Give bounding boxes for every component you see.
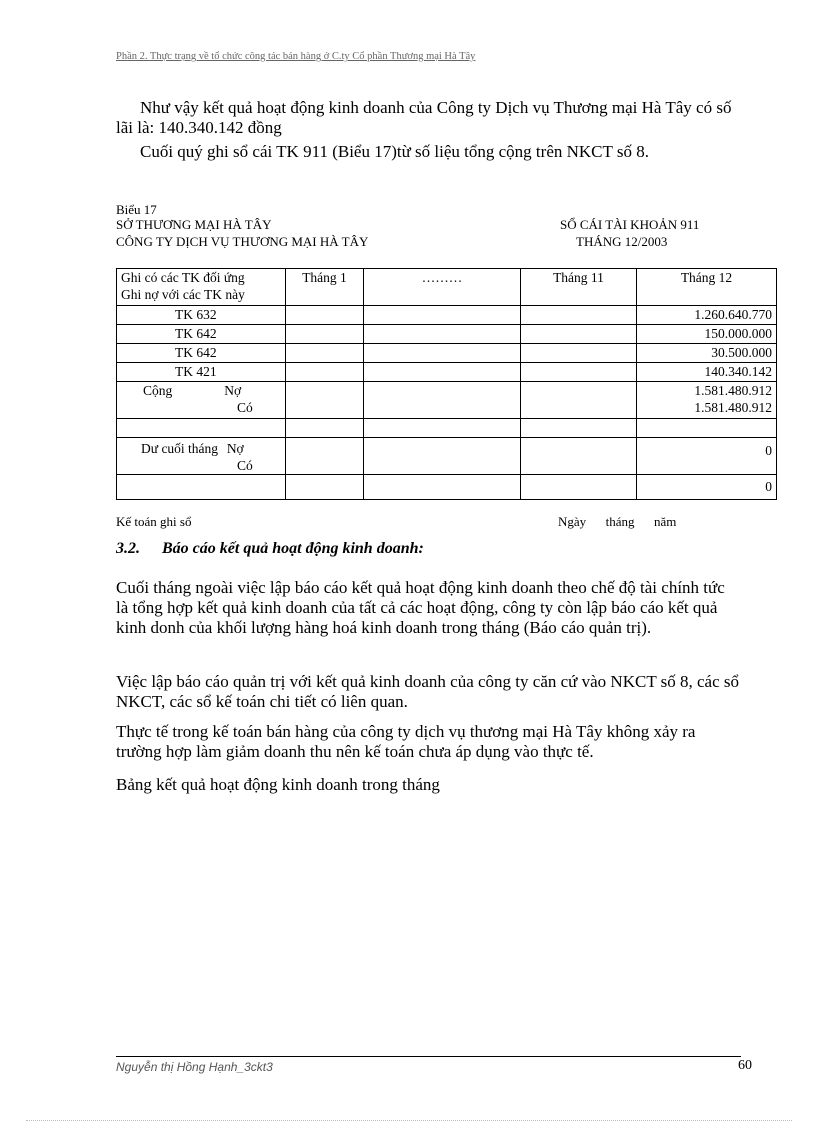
balance-label-cell [117, 438, 286, 475]
table-row [117, 344, 777, 363]
signature-accountant: Kế toán ghi sổ [116, 514, 192, 529]
header-month-11: Tháng 11 [521, 269, 637, 306]
org-name-2: CÔNG TY DỊCH VỤ THƯƠNG MẠI HÀ TÂY [116, 234, 369, 249]
running-header: Phần 2. Thực trạng về tổ chức công tác bán hàng ở C.ty Cổ phần Thương mại Hà Tây [116, 51, 476, 62]
body-paragraph-4: Bảng kết quả hoạt động kinh doanh trong tháng [116, 775, 440, 794]
body-paragraph-3: Thực tế trong kế toán bán hàng của công ty dịch vụ thương mại Hà Tây không xảy ra trường hợp làm giảm doanh thu nên kế toán chưa áp dụng vào thực tế. [116, 722, 696, 761]
header-month-1: Tháng 1 [286, 269, 364, 306]
header-account-cell [117, 269, 286, 306]
account-cell: TK 642 [117, 344, 286, 363]
signature-date: Ngày tháng năm [558, 514, 677, 529]
section-number: 3.2. [116, 540, 140, 557]
balance-co-row [117, 475, 777, 500]
body-paragraph-2: Việc lập báo cáo quản trị với kết quả kinh doanh của công ty căn cứ vào NKCT số 8, các sổ NKCT, các sổ kế toán chi tiết có liên quan. [116, 672, 740, 711]
header-col1-line2: Ghi nợ với các TK này [121, 287, 245, 302]
footer-author: Nguyễn thị Hồng Hạnh_3ckt3 [116, 1060, 273, 1074]
body-paragraph-1: Cuối tháng ngoài việc lập báo cáo kết quả hoạt động kinh doanh theo chế độ tài chính tức là tổng hợp kết quả kinh doanh của tất cả các hoạt động, công ty còn lập báo cáo kết quả kinh donh của khối lượng hàng hoá kinh doanh trong tháng (Báo cáo quản trị). [116, 578, 725, 637]
balance-label: Dư cuối tháng [141, 441, 219, 456]
ledger-table [116, 268, 777, 500]
total-no-value: 1.581.480.912 [694, 383, 772, 398]
form-label: Biểu 17 [116, 202, 157, 217]
total-co-label: Có [237, 400, 253, 415]
section-heading [116, 540, 424, 558]
ledger-title: SỔ CÁI TÀI KHOẢN 911 [560, 217, 700, 232]
balance-co-label: Có [237, 458, 253, 473]
balance-row [117, 438, 777, 475]
ledger-period: THÁNG 12/2003 [576, 234, 668, 249]
total-label: Cộng [143, 383, 173, 398]
total-co-value: 1.581.480.912 [694, 400, 772, 415]
balance-co-value: 0 [637, 475, 777, 500]
table-row [117, 325, 777, 344]
footer-divider [116, 1056, 741, 1057]
table-row [117, 306, 777, 325]
account-cell: TK 421 [117, 363, 286, 382]
table-row [117, 363, 777, 382]
value-cell: 30.500.000 [637, 344, 777, 363]
org-name-1: SỞ THƯƠNG MẠI HÀ TÂY [116, 217, 272, 232]
balance-no-label: Nợ [226, 441, 244, 456]
total-row [117, 382, 777, 419]
value-cell: 150.000.000 [637, 325, 777, 344]
page-number: 60 [738, 1058, 752, 1073]
intro-paragraph-2: Cuối quý ghi sổ cái TK 911 (Biểu 17)từ số liệu tổng cộng trên NKCT số 8. [140, 142, 649, 161]
table-header-row [117, 269, 777, 306]
section-title: Báo cáo kết quả hoạt động kinh doanh: [162, 540, 424, 557]
account-cell: TK 642 [117, 325, 286, 344]
balance-no-value: 0 [637, 438, 777, 475]
total-label-cell [117, 382, 286, 419]
value-cell: 140.340.142 [637, 363, 777, 382]
account-cell: TK 632 [117, 306, 286, 325]
page-edge [26, 1120, 792, 1121]
header-month-12: Tháng 12 [637, 269, 777, 306]
header-col1-line1: Ghi có các TK đối ứng [121, 270, 245, 285]
intro-paragraph-1: Như vậy kết quả hoạt động kinh doanh của Công ty Dịch vụ Thương mại Hà Tây có số lãi là: 140.340.142 đồng [116, 98, 732, 137]
total-values-cell [637, 382, 777, 419]
spacer-row [117, 419, 777, 438]
value-cell: 1.260.640.770 [637, 306, 777, 325]
header-dots: ……… [364, 269, 521, 306]
total-no-label: Nợ [224, 383, 242, 398]
